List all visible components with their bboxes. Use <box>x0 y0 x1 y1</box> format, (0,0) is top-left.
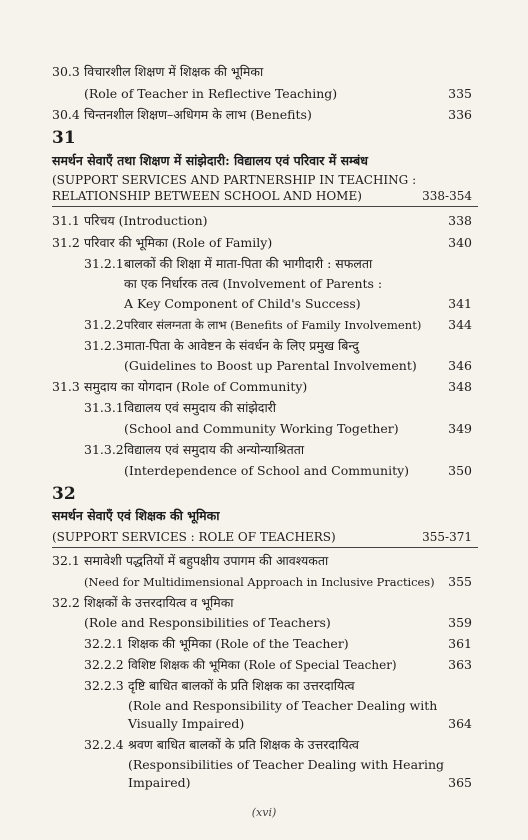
entry-page: 346 <box>448 358 472 373</box>
entry-number: 31.3.2 <box>84 442 124 457</box>
entry-text: (Role and Responsibility of Teacher Dealing with <box>128 698 438 713</box>
entry-text: (Interdependence of School and Community) <box>124 463 410 478</box>
entry-page: 363 <box>448 657 472 672</box>
entry-page: 335 <box>448 86 472 101</box>
entry-text: (Responsibilities of Teacher Dealing with Hearing <box>128 757 445 772</box>
chapter-number: 32 <box>52 484 76 504</box>
entry-page: 350 <box>448 463 472 478</box>
entry-number: 31.2.3 <box>84 338 124 353</box>
entry-number: 32.2.3 <box>84 678 124 693</box>
entry-page: 359 <box>448 615 472 630</box>
entry-text: (Need for Multidimensional Approach in Inclusive Practices) <box>84 575 435 589</box>
entry-text: बालकों की शिक्षा में माता-पिता की भागीदारी : सफलता <box>124 256 373 271</box>
entry-text: विचारशील शिक्षण में शिक्षक की भूमिका <box>84 64 264 79</box>
chapter-title-en-line2: RELATIONSHIP BETWEEN SCHOOL AND HOME) <box>52 189 362 203</box>
chapter-title-hi-text: समर्थन सेवाएँ तथा शिक्षण में सांझेदारी: विद्यालय एवं परिवार में सम्बंध <box>52 153 368 168</box>
entry-text: विशिष्ट शिक्षक की भूमिका (Role of Special Teacher) <box>128 658 397 672</box>
entry-text: (School and Community Working Together) <box>124 421 399 436</box>
chapter-page-range: 338-354 <box>422 189 472 203</box>
chapter-title-en-line1: (SUPPORT SERVICES : ROLE OF TEACHERS) <box>52 530 336 544</box>
chapter-title-hi-text: समर्थन सेवाएँ एवं शिक्षक की भूमिका <box>52 508 220 523</box>
entry-number: 30.3 <box>52 64 80 79</box>
entry-page: 348 <box>448 379 472 394</box>
entry-text: (Guidelines to Boost up Parental Involvement) <box>124 358 417 373</box>
entry-text: Visually Impaired) <box>128 716 245 731</box>
entry-text: माता-पिता के आवेष्टन के संवर्धन के लिए प्रमुख बिन्दु <box>124 338 359 353</box>
entry-page: 341 <box>448 296 472 311</box>
entry-number: 32.2.4 <box>84 737 124 752</box>
entry-text: शिक्षकों के उत्तरदायित्व व भूमिका <box>84 595 234 610</box>
entry-number: 32.2.2 <box>84 657 124 672</box>
entry-number: 31.3 <box>52 379 80 394</box>
entry-page: 344 <box>448 317 472 332</box>
entry-number: 32.2 <box>52 595 80 610</box>
entry-text: समुदाय का योगदान (Role of Community) <box>84 379 308 394</box>
page-number-footer: (xvi) <box>251 806 277 819</box>
entry-text: Impaired) <box>128 775 191 790</box>
entry-page: 365 <box>448 775 472 790</box>
entry-page: 364 <box>448 716 472 731</box>
chapter-number: 31 <box>52 128 76 148</box>
entry-number: 31.1 <box>52 213 80 228</box>
divider <box>52 547 478 548</box>
chapter-page-range: 355-371 <box>422 530 472 544</box>
entry-text: चिन्तनशील शिक्षण–अधिगम के लाभ (Benefits) <box>84 107 312 122</box>
entry-text: दृष्टि बाधित बालकों के प्रति शिक्षक का उत्तरदायित्व <box>128 678 355 693</box>
entry-page: 355 <box>448 574 472 589</box>
entry-number: 31.2.1 <box>84 256 124 271</box>
entry-text: विद्यालय एवं समुदाय की सांझेदारी <box>124 400 277 415</box>
entry-page: 336 <box>448 107 472 122</box>
entry-text: शिक्षक की भूमिका (Role of the Teacher) <box>128 636 349 651</box>
entry-page: 361 <box>448 636 472 651</box>
entry-number: 32.2.1 <box>84 636 124 651</box>
entry-number: 31.2.2 <box>84 317 124 332</box>
entry-text: परिवार संलग्नता के लाभ (Benefits of Family Involvement) <box>124 318 422 332</box>
entry-number: 32.1 <box>52 553 80 568</box>
entry-text: का एक निर्धारक तत्व (Involvement of Parents : <box>124 276 383 291</box>
entry-text: समावेशी पद्धतियों में बहुपक्षीय उपागम की आवश्यकता <box>84 553 329 568</box>
entry-text: (Role and Responsibilities of Teachers) <box>84 615 331 630</box>
entry-page: 340 <box>448 235 472 250</box>
entry-number: 30.4 <box>52 107 80 122</box>
entry-text: श्रवण बाधित बालकों के प्रति शिक्षक के उत्तरदायित्व <box>128 737 359 752</box>
entry-text: A Key Component of Child's Success) <box>124 296 361 311</box>
entry-number: 31.3.1 <box>84 400 124 415</box>
entry-page: 349 <box>448 421 472 436</box>
divider <box>52 206 478 207</box>
entry-page: 338 <box>448 213 472 228</box>
entry-number: 31.2 <box>52 235 80 250</box>
entry-text: (Role of Teacher in Reflective Teaching) <box>84 86 338 101</box>
entry-text: विद्यालय एवं समुदाय की अन्योन्याश्रितता <box>124 442 305 457</box>
entry-text: परिवार की भूमिका (Role of Family) <box>84 235 273 250</box>
entry-text: परिचय (Introduction) <box>84 213 208 228</box>
chapter-title-en-line1: (SUPPORT SERVICES AND PARTNERSHIP IN TEACHING : <box>52 173 417 187</box>
